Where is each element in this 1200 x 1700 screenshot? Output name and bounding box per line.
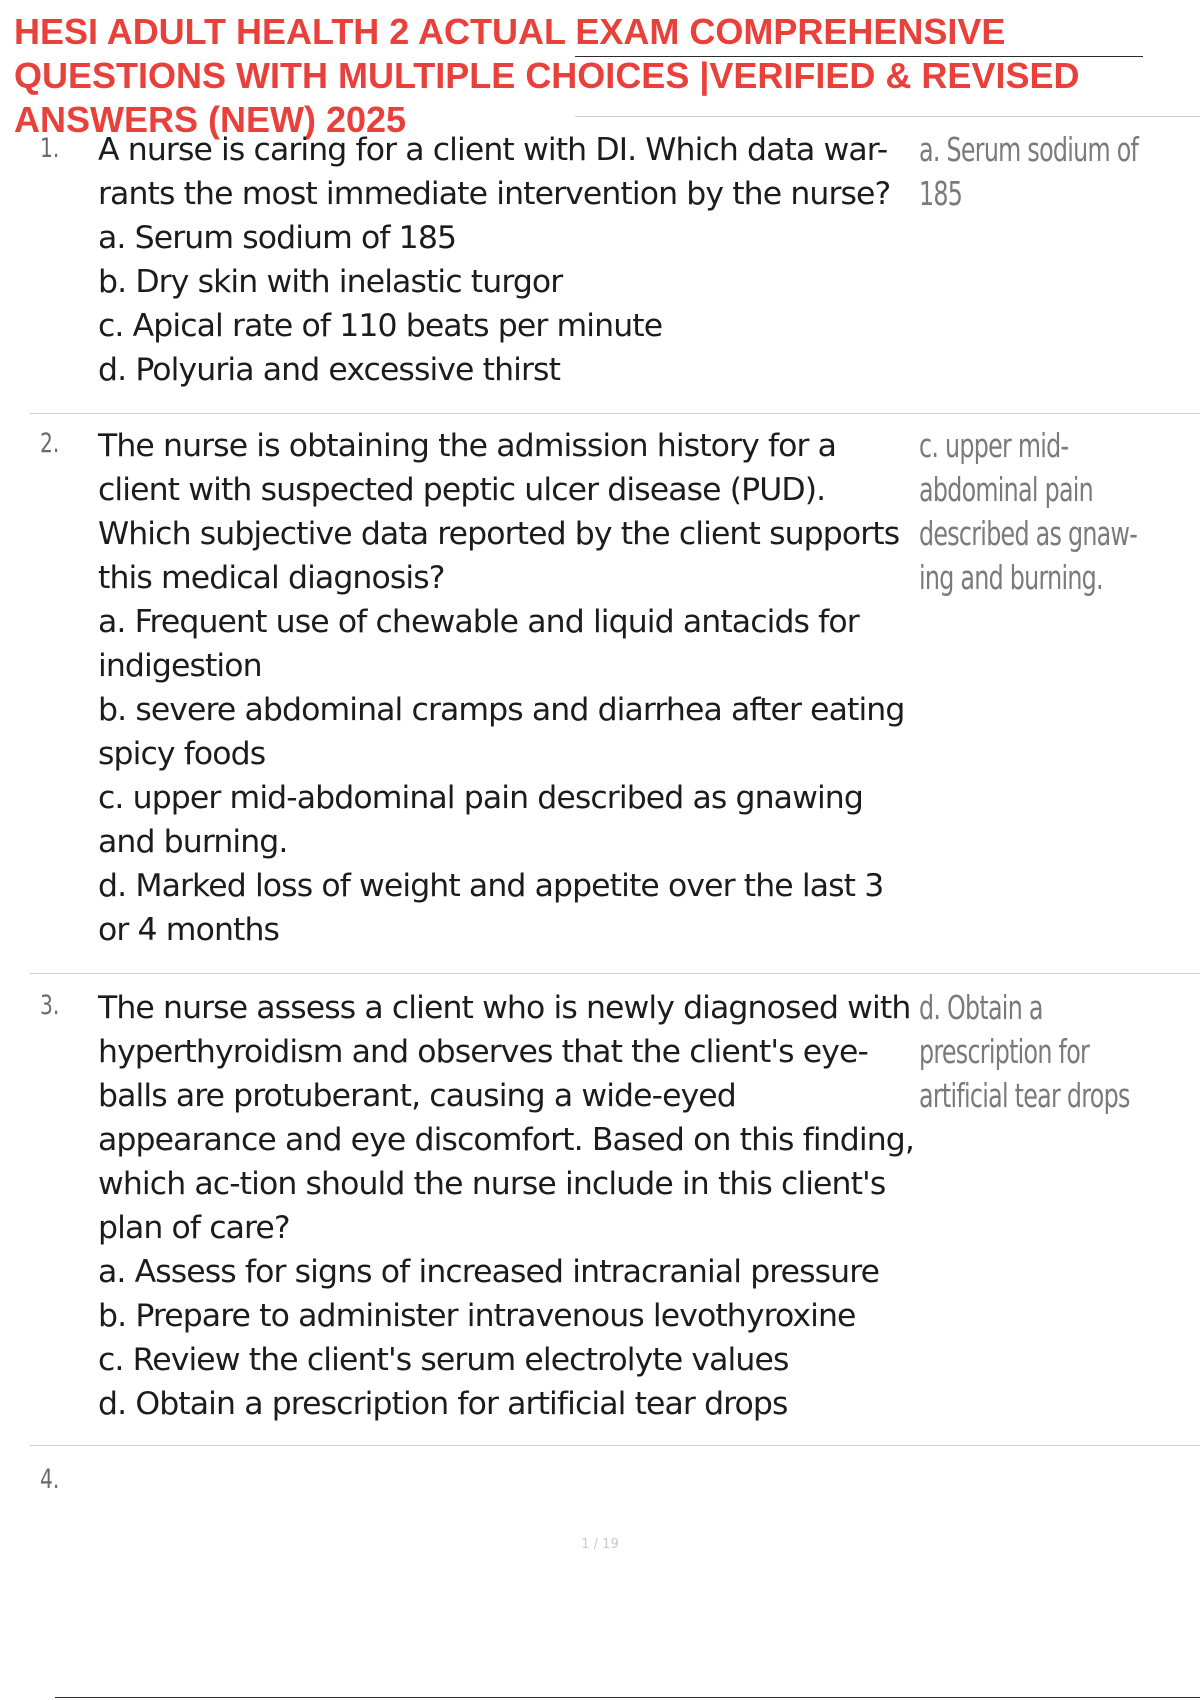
title-underline-rule	[575, 56, 1143, 57]
option-a: a. Serum sodium of 185	[98, 220, 457, 256]
page-indicator: 1 / 19	[581, 1537, 619, 1552]
option-b: b. Dry skin with inelastic turgor	[98, 264, 563, 300]
question-stem: The nurse is obtaining the admission history for a client with suspected peptic ulcer disease (PUD). Which subjective data reported by the client supports this medical diagnosis?	[98, 428, 900, 596]
option-list	[98, 216, 920, 392]
question-body	[98, 128, 920, 392]
option-a: a. Frequent use of chewable and liquid antacids for indigestion	[98, 604, 859, 684]
question-divider	[30, 1445, 1200, 1446]
question-number: 3.	[40, 990, 60, 1021]
option-b: b. Prepare to administer intravenous levothyroxine	[98, 1298, 856, 1334]
footer-rule	[55, 1697, 1200, 1698]
question-number: 2.	[40, 428, 60, 459]
option-list	[98, 600, 920, 952]
answer-text: a. Serum sodium of 185	[919, 130, 1139, 213]
option-d: d. Marked loss of weight and appetite over the last 3 or 4 months	[98, 868, 884, 948]
question-number: 1.	[40, 133, 60, 164]
document-title: HESI ADULT HEALTH 2 ACTUAL EXAM COMPREHENSIVE QUESTIONS WITH MULTIPLE CHOICES |VERIFIED & REVISED ANSWERS (NEW) 2025	[14, 11, 1080, 140]
option-list	[98, 1250, 920, 1426]
option-d: d. Polyuria and excessive thirst	[98, 352, 561, 388]
question-divider	[30, 973, 1200, 974]
title-divider-rule	[575, 116, 1200, 117]
option-c: c. Review the client's serum electrolyte values	[98, 1342, 789, 1378]
option-c: c. upper mid-abdominal pain described as gnawing and burning.	[98, 780, 863, 860]
question-number: 4.	[40, 1464, 60, 1495]
question-stem: The nurse assess a client who is newly diagnosed with hyperthyroidism and observes that the client's eye-balls are protuberant, causing a wide-eyed appearance and eye discomfort. Based on this finding, which ac-tion should the nurse include in this client's plan of care?	[98, 990, 914, 1246]
answer-text: d. Obtain a prescription for artificial tear drops	[919, 988, 1130, 1115]
question-stem: A nurse is caring for a client with DI. Which data war-rants the most immediate intervention by the nurse?	[98, 132, 891, 212]
option-d: d. Obtain a prescription for artificial tear drops	[98, 1386, 788, 1422]
question-body	[98, 424, 920, 952]
question-body	[98, 986, 920, 1426]
option-c: c. Apical rate of 110 beats per minute	[98, 308, 663, 344]
option-b: b. severe abdominal cramps and diarrhea after eating spicy foods	[98, 692, 905, 772]
question-divider	[30, 413, 1200, 414]
answer-text: c. upper mid-abdominal pain described as gnaw-ing and burning.	[919, 426, 1138, 597]
option-a: a. Assess for signs of increased intracranial pressure	[98, 1254, 880, 1290]
